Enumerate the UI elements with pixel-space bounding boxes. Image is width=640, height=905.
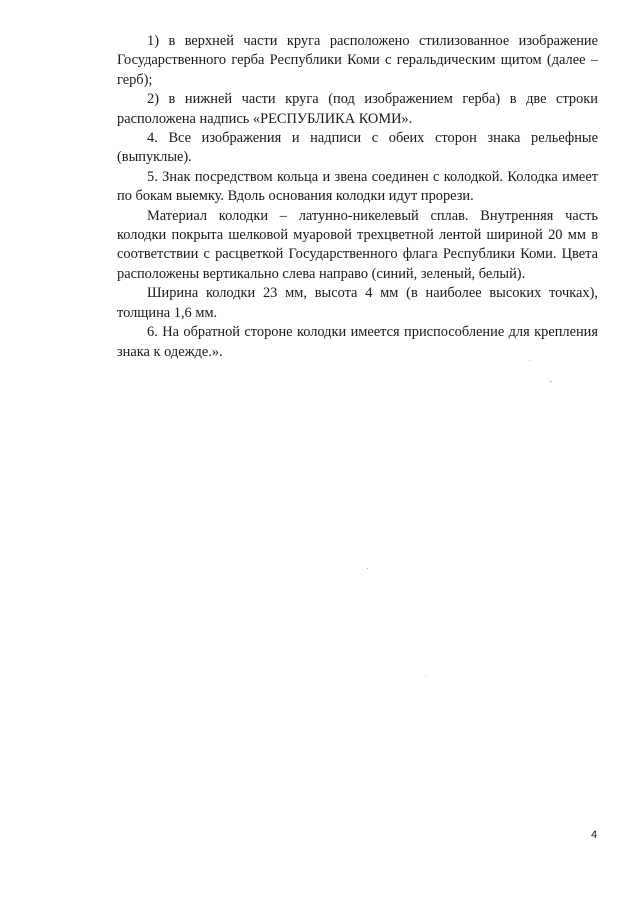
paragraph-7: 6. На обратной стороне колодки имеется приспособление для крепления знака к одежде.». <box>117 324 598 360</box>
scan-speck <box>367 568 368 569</box>
scan-speck <box>529 360 530 361</box>
page-number: 4 <box>591 829 598 841</box>
paragraph-2: 2) в нижней части круга (под изображением герба) в две строки расположена надпись «РЕСПУБЛИКА КОМИ». <box>117 91 598 127</box>
paragraph-5: Материал колодки – латунно-никелевый сплав. Внутренняя часть колодки покрыта шелковой муаровой трехцветной лентой шириной 20 мм в соответствии с расцветкой Государственного флага Республики Коми. Цвета расположены вертикально слева направо (синий, зеленый, белый). <box>117 207 598 282</box>
paragraph-3: 4. Все изображения и надписи с обеих сторон знака рельефные (выпуклые). <box>117 130 598 166</box>
paragraph-1: 1) в верхней части круга расположено стилизованное изображение Государственного герба Республики Коми с геральдическим щитом (далее – герб); <box>117 33 598 88</box>
scan-speck <box>425 676 426 677</box>
paragraph-6: Ширина колодки 23 мм, высота 4 мм (в наиболее высоких точках), толщина 1,6 мм. <box>117 285 598 321</box>
paragraph-4: 5. Знак посредством кольца и звена соединен с колодкой. Колодка имеет по бокам выемку. Вдоль основания колодки идут прорези. <box>117 168 598 205</box>
document-body <box>117 32 598 362</box>
scan-speck <box>550 381 552 382</box>
